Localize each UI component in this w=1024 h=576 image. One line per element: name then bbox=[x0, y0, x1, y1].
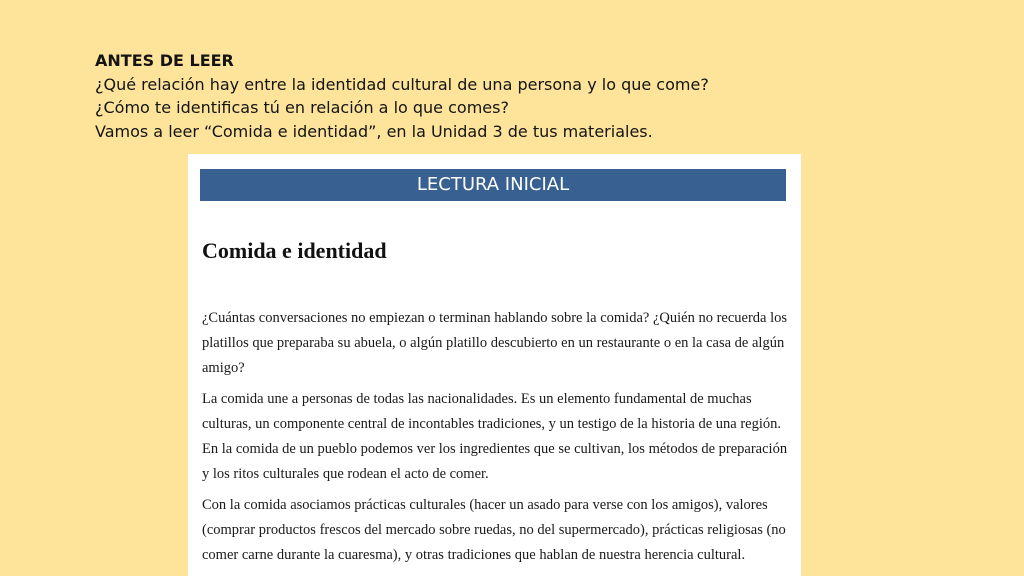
paragraph-line: platillos que preparaba su abuela, o algún platillo descubierto en un restaurante o en la casa de algún bbox=[202, 335, 785, 351]
intro-heading: ANTES DE LEER bbox=[95, 51, 234, 70]
paragraph-line: ¿Cuántas conversaciones no empiezan o terminan hablando sobre la comida? ¿Quién no recuerda los bbox=[202, 310, 788, 326]
paragraph-line: Con la comida asociamos prácticas culturales (hacer un asado para verse con los amigos), valores bbox=[202, 497, 768, 513]
intro-instruction: Vamos a leer “Comida e identidad”, en la Unidad 3 de tus materiales. bbox=[95, 121, 653, 141]
reading-document bbox=[188, 154, 801, 576]
paragraph-line: La comida une a personas de todas las nacionalidades. Es un elemento fundamental de muchas bbox=[202, 391, 752, 407]
intro-block bbox=[95, 49, 795, 143]
intro-question-1: ¿Qué relación hay entre la identidad cultural de una persona y lo que come? bbox=[95, 74, 709, 94]
article-title: Comida e identidad bbox=[202, 238, 387, 263]
paragraph-line: (comprar productos frescos del mercado sobre ruedas, no del supermercado), prácticas religiosas (no bbox=[202, 522, 786, 538]
paragraph-line: comer carne durante la cuaresma), y otras tradiciones que hablan de nuestra herencia cultural. bbox=[202, 547, 746, 563]
article-paragraph-2 bbox=[202, 387, 792, 487]
paragraph-line: amigo? bbox=[202, 360, 245, 376]
paragraph-line: y los ritos culturales que rodean el acto de comer. bbox=[202, 466, 489, 482]
reading-banner: LECTURA INICIAL bbox=[200, 169, 786, 201]
article-paragraph-1 bbox=[202, 306, 792, 381]
intro-question-2: ¿Cómo te identificas tú en relación a lo que comes? bbox=[95, 98, 509, 117]
paragraph-line: En la comida de un pueblo podemos ver los ingredientes que se cultivan, los métodos de preparación bbox=[202, 441, 788, 457]
article-paragraph-3 bbox=[202, 493, 792, 568]
paragraph-line: culturas, un componente central de incontables tradiciones, y un testigo de la historia de una región. bbox=[202, 416, 782, 432]
